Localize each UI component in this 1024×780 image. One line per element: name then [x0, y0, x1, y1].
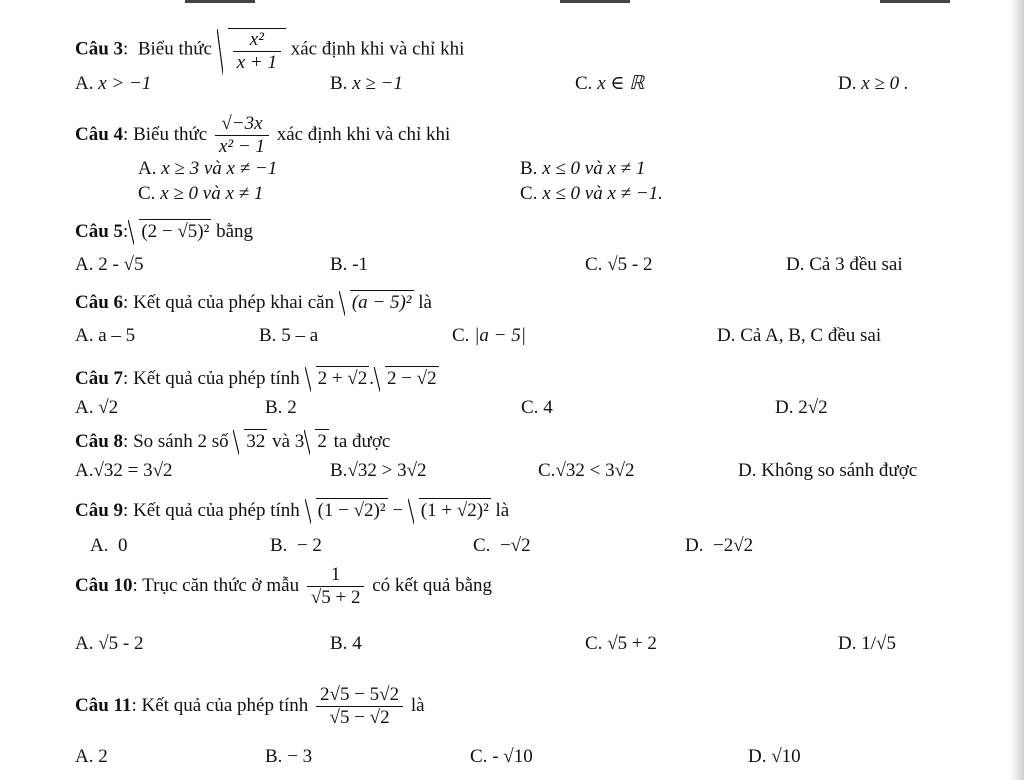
option-c: C. √5 - 2 [585, 254, 653, 275]
option-d: D. −2√2 [685, 535, 754, 556]
sqrt-expression: 2 [304, 427, 329, 454]
question-text: Kết quả của phép tính [133, 500, 300, 521]
fraction-expression: $\frac{1}{√5 + 2}$ [307, 564, 365, 609]
question-label: Câu 7 [75, 368, 124, 389]
question-label: Câu 9 [75, 500, 124, 521]
option-a: A. √2 [75, 397, 119, 418]
option-a: A. 2 - √5 [75, 254, 144, 275]
option-a: A. 2 [75, 746, 108, 767]
sqrt-expression: 2 − √2 [374, 364, 439, 391]
cutoff-mark [560, 0, 630, 3]
sqrt-expression: 2 + √2 [305, 364, 370, 391]
question-label: Câu 4 [75, 123, 124, 145]
cutoff-mark [880, 0, 950, 3]
question-text: Kết quả của phép tính [141, 694, 309, 716]
question-text: bằng [216, 221, 254, 242]
question-10: Câu 10: Trục căn thức ở mẫu $\frac{1}{√5 + 2}$ có kết quả bằng [75, 564, 492, 608]
question-3: Câu 3: Biểu thức $\frac{\text{x²}}{x + 1}$ xác định khi và chỉ khi [75, 26, 464, 74]
option-c: C. √5 + 2 [585, 633, 657, 654]
question-11: Câu 11: Kết quả của phép tính $\frac{2√5 - 5√2}{√5 - √2}$ là [75, 684, 425, 728]
sqrt-expression: (2 − √5)² [128, 217, 211, 244]
option-d: D. 2√2 [775, 397, 828, 418]
option-c: C. −√2 [473, 535, 531, 556]
option-b: B. − 3 [265, 746, 313, 767]
question-5: Câu 5: (2 − √5)² bằng [75, 217, 253, 244]
question-8: Câu 8: So sánh 2 số 32 và 3 2 ta được [75, 427, 390, 454]
option-b: B. 5 – a [259, 325, 319, 346]
option-a: A. x ≥ 3 và x ≠ −1 [138, 158, 278, 179]
question-label: Câu 5 [75, 221, 124, 242]
question-label: Câu 6 [75, 292, 124, 313]
question-text: Biểu thức [137, 38, 212, 60]
option-a: A. a – 5 [75, 325, 136, 346]
option-d: D. x ≥ 0 . [838, 73, 909, 94]
question-text: Trục căn thức ở mẫu [142, 574, 300, 596]
question-text: là [418, 292, 432, 313]
option-a: A.√32 = 3√2 [75, 460, 173, 481]
option-d: C. x ≤ 0 và x ≠ −1. [520, 183, 663, 204]
option-b: B. 2 [265, 397, 297, 418]
option-d: D. Cả 3 đều sai [786, 254, 903, 275]
question-text: là [410, 694, 425, 716]
option-c: C.√32 < 3√2 [538, 460, 635, 481]
question-text: xác định khi và chỉ khi [290, 38, 465, 60]
question-6: Câu 6: Kết quả của phép khai căn (a − 5)² là [75, 288, 432, 315]
option-b: B.√32 > 3√2 [330, 460, 427, 481]
option-c: C. x ∈ ℝ [575, 73, 645, 94]
question-text: xác định khi và chỉ khi [276, 123, 451, 145]
option-b: B. − 2 [270, 535, 322, 556]
question-text: có kết quả bằng [372, 574, 492, 596]
fraction-expression: $\frac{2√5 - 5√2}{√5 - √2}$ [316, 684, 403, 729]
option-d: D. Không so sánh được [738, 460, 918, 481]
option-a: A. 0 [90, 535, 128, 556]
sqrt-expression: (1 + √2)² [408, 496, 491, 523]
option-c: C. - √10 [470, 746, 533, 767]
sqrt-expression: (1 − √2)² [305, 496, 388, 523]
question-text: Biểu thức [133, 123, 208, 145]
option-d: D. 1/√5 [838, 633, 896, 654]
option-b: B. x ≤ 0 và x ≠ 1 [520, 158, 646, 179]
question-text: Kết quả của phép tính [133, 368, 300, 389]
question-text: ta được [333, 431, 391, 452]
question-text: là [495, 500, 510, 521]
question-text: Kết quả của phép khai căn [133, 292, 335, 313]
question-label: Câu 10 [75, 574, 133, 596]
fraction-expression: $\frac{√-3x}{\text{x² − 1}}$ [215, 113, 269, 158]
sqrt-expression: (a − 5)² [339, 288, 414, 315]
option-b: B. -1 [330, 254, 369, 275]
sqrt-expression: $\frac{\text{x²}}{x + 1}$ [217, 26, 286, 74]
question-label: Câu 8 [75, 431, 124, 452]
question-4: Câu 4: Biểu thức $\frac{√-3x}{\text{x² − 1}}$ xác định khi và chỉ khi [75, 113, 451, 157]
option-c: C. |a − 5| [452, 325, 526, 346]
option-c: C. 4 [521, 397, 553, 418]
option-a: A. x > −1 [75, 73, 152, 94]
option-b: B. 4 [330, 633, 362, 654]
question-label: Câu 3 [75, 38, 124, 60]
sqrt-expression: 32 [233, 427, 267, 454]
question-7: Câu 7: Kết quả của phép tính 2 + √2 . 2 − √2 [75, 364, 439, 391]
option-d: D. √10 [748, 746, 801, 767]
option-b: B. x ≥ −1 [330, 73, 403, 94]
option-a: A. √5 - 2 [75, 633, 144, 654]
page-edge-shadow [1010, 0, 1024, 780]
question-9: Câu 9: Kết quả của phép tính (1 − √2)² − (1 + √2)² là [75, 496, 509, 523]
question-label: Câu 11 [75, 694, 132, 716]
option-d: D. Cả A, B, C đều sai [717, 325, 882, 346]
option-c: C. x ≥ 0 và x ≠ 1 [138, 183, 264, 204]
question-text: So sánh 2 số [133, 431, 229, 452]
cutoff-mark [185, 0, 255, 3]
